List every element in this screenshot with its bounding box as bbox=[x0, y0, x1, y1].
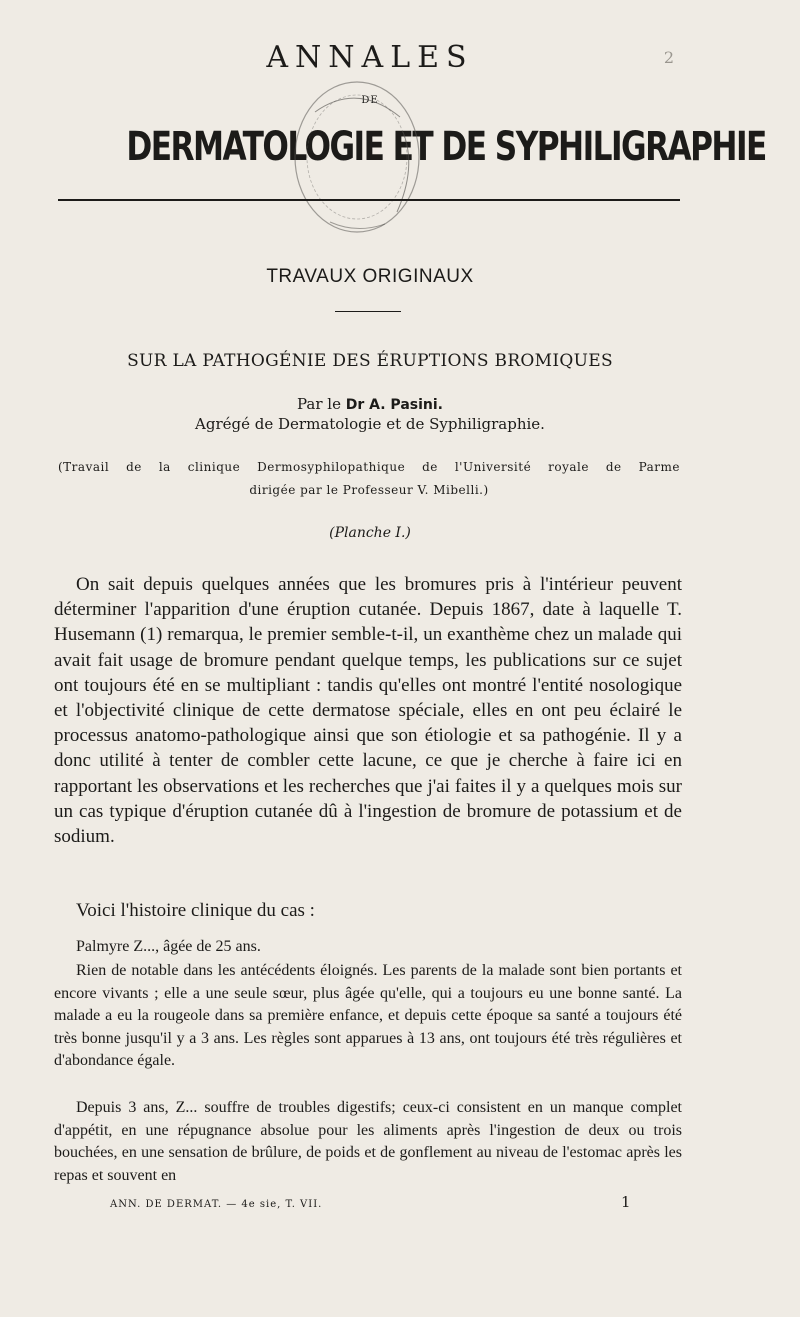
plate-reference: (Planche I.) bbox=[329, 525, 411, 541]
author-affiliation: Agrégé de Dermatologie et de Syphiligraphie. bbox=[195, 415, 545, 433]
case-identification: Palmyre Z..., âgée de 25 ans. bbox=[76, 938, 261, 955]
institution-line2: dirigée par le Professeur V. Mibelli.) bbox=[249, 483, 489, 497]
article-byline bbox=[0, 395, 740, 413]
antecedents-text: Rien de notable dans les antécédents éloignés. Les parents de la malade sont bien portants et encore vivants ; elle a une seule sœur, plus âgée qu'elle, qui a toujours eu une bonne santé. La malade a eu la rougeole dans sa première enfance, et depuis cette époque sa santé a toujours été très bonne jusqu'il y a 3 ans. Les règles sont apparues à 13 ans, ont toujours été très régulières et d'abondance égale. bbox=[54, 962, 682, 1070]
antecedents-paragraph bbox=[54, 960, 682, 1073]
corner-mark: 2 bbox=[663, 48, 674, 67]
journal-title: DERMATOLOGIE ET DE SYPHILIGRAPHIE bbox=[126, 124, 766, 170]
section-rule bbox=[335, 311, 401, 312]
institution-line1: (Travail de la clinique Dermosyphilopathique de l'Université royale de Parme bbox=[58, 460, 680, 474]
author-name: Dr A. Pasini. bbox=[345, 397, 443, 413]
header-rule bbox=[58, 199, 680, 201]
page-number: 1 bbox=[621, 1193, 631, 1211]
intro-text: On sait depuis quelques années que les bromures pris à l'intérieur peuvent déterminer l'apparition d'une éruption cutanée. Depuis 1867, date à laquelle T. Husemann (1) remarqua, le premier semble-t-il, un exanthème chez un malade qui avait fait usage de bromure pendant quelque temps, les publications sur ce sujet ont toujours été en se multipliant : tandis qu'elles ont montré l'entité nosologique et l'objectivité clinique de cette dermatose spéciale, elles en ont peu éclairé le processus anatomo-pathologique ainsi que son étiologie et sa pathogénie. Il y a donc utilité à tenter de combler cette lacune, ce que je cherche à faire ici en rapportant les observations et les recherches que j'ai faites il y a quelques mois sur un cas typique d'éruption cutanée dû à l'ingestion de bromure de potassium et de sodium. bbox=[54, 574, 682, 848]
symptoms-paragraph bbox=[54, 1097, 682, 1187]
journal-name-de: DE bbox=[361, 95, 379, 106]
byline-prefix: Par le bbox=[297, 395, 346, 413]
footer-citation: ANN. DE DERMAT. — 4e sie, T. VII. bbox=[110, 1199, 323, 1210]
symptoms-text: Depuis 3 ans, Z... souffre de troubles digestifs; ceux-ci consistent en un manque complet d'appétit, en une répugnance absolue pour les aliments après l'ingestion de deux ou trois bouchées, en une sensation de brûlure, de poids et de gonflement au niveau de l'estomac après les repas et souvent en bbox=[54, 1099, 682, 1184]
library-stamp-icon bbox=[285, 72, 430, 242]
journal-name-line1: ANNALES bbox=[266, 40, 474, 75]
intro-paragraph bbox=[54, 572, 682, 849]
section-heading: TRAVAUX ORIGINAUX bbox=[266, 266, 474, 287]
article-title: SUR LA PATHOGÉNIE DES ÉRUPTIONS BROMIQUES bbox=[127, 351, 613, 371]
clinical-history-lead: Voici l'histoire clinique du cas : bbox=[76, 900, 315, 921]
